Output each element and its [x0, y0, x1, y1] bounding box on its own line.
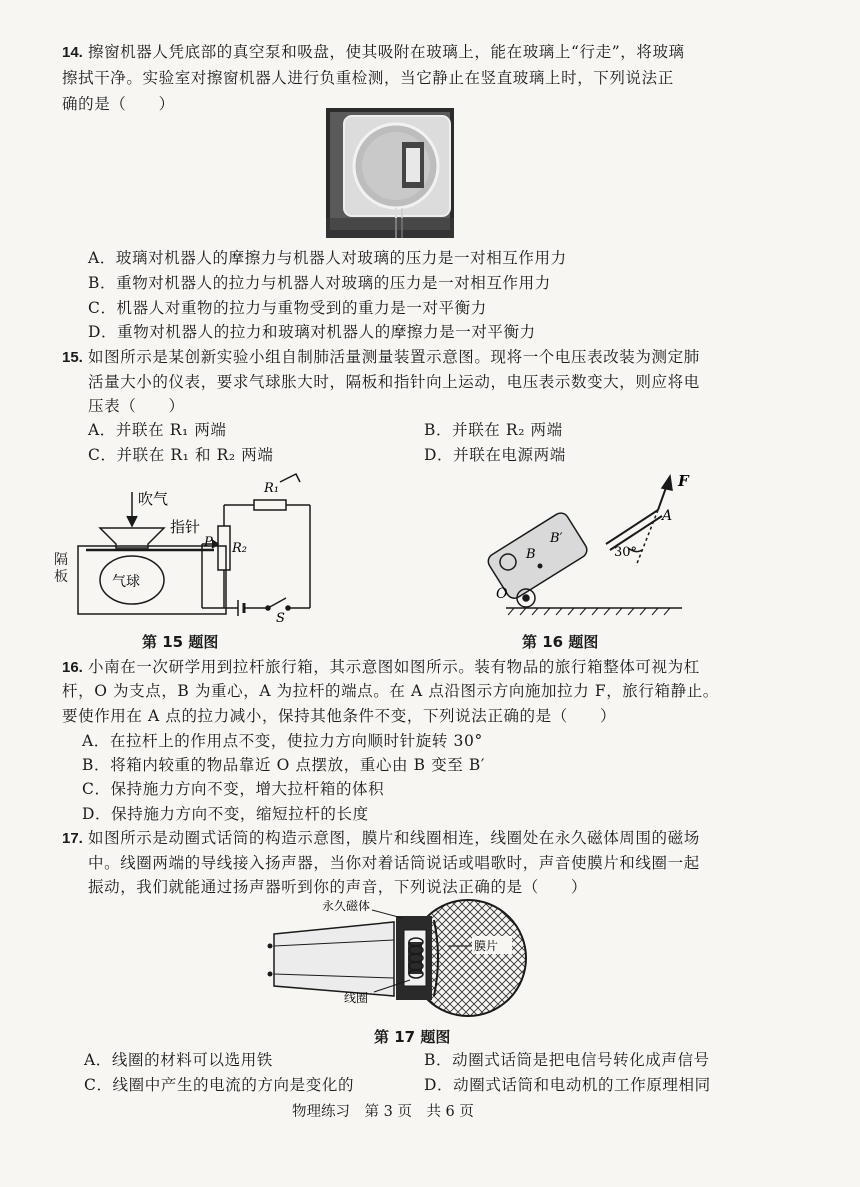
question-15-number: 15. [62, 349, 83, 366]
label-f: F [678, 472, 689, 490]
question-16-option-b: B．将箱内较重的物品靠近 O 点摆放，重心由 B 变至 B′ [82, 756, 486, 774]
question-15-option-d: D．并联在电源两端 [424, 446, 566, 464]
page-footer: 物理练习 第 3 页 共 6 页 [292, 1104, 474, 1120]
label-r2: R₂ [232, 541, 247, 556]
figure-16-caption: 第 16 题图 [522, 633, 599, 651]
label-balloon: 气球 [112, 574, 140, 590]
question-16-option-a: A．在拉杆上的作用点不变，使拉力方向顺时针旋转 30° [82, 732, 483, 750]
rheostat-r2 [218, 526, 230, 570]
figure-17-caption: 第 17 题图 [374, 1028, 451, 1046]
question-14-stem-line-2: 擦拭干净。实验室对擦窗机器人进行负重检测，当它静止在竖直玻璃上时，下列说法正 [62, 69, 674, 87]
label-o: O [496, 586, 508, 602]
microphone-handle [274, 922, 394, 996]
question-14-option-a: A．玻璃对机器人的摩擦力与机器人对玻璃的压力是一对相互作用力 [88, 249, 567, 267]
question-14-stem-line-1: 擦窗机器人凭底部的真空泵和吸盘，使其吸附在玻璃上，能在玻璃上“行走”，将玻璃 [88, 43, 685, 61]
question-16-stem-line-2: 杆，O 为支点，B 为重心，A 为拉杆的端点。在 A 点沿图示方向施加拉力 F，旅行箱静止。 [62, 682, 719, 700]
label-a: A [662, 508, 673, 524]
question-17-stem-line-2: 中。线圈两端的导线接入扬声器，当你对着话筒说话或唱歌时，声音使膜片和线圈一起 [88, 854, 700, 872]
question-16-number: 16. [62, 659, 83, 676]
question-17-option-a: A．线圈的材料可以选用铁 [84, 1051, 273, 1069]
question-15-option-a: A．并联在 R₁ 两端 [88, 421, 227, 439]
resistor-r1 [254, 500, 286, 510]
label-pointer: 指针 [170, 518, 201, 536]
question-15-option-c: C．并联在 R₁ 和 R₂ 两端 [88, 446, 274, 464]
question-14-option-c: C．机器人对重物的拉力与重物受到的重力是一对平衡力 [88, 299, 487, 317]
question-14-option-d: D．重物对机器人的拉力和玻璃对机器人的摩擦力是一对平衡力 [88, 323, 536, 341]
label-blow: 吹气 [138, 490, 169, 508]
figure-16-suitcase-diagram [486, 470, 689, 620]
label-b-prime: B′ [550, 531, 563, 546]
label-b: B [526, 547, 536, 562]
question-14-option-b: B．重物对机器人的拉力与机器人对玻璃的压力是一对相互作用力 [88, 274, 551, 292]
question-17-number: 17. [62, 830, 83, 847]
question-15-stem-line-1: 如图所示是某创新实验小组自制肺活量测量装置示意图。现将一个电压表改装为测定肺 [88, 348, 700, 366]
label-coil: 线圈 [344, 991, 369, 1005]
figure-17-microphone-diagram [262, 896, 532, 1022]
label-p: P [204, 535, 213, 550]
figure-15-caption: 第 15 题图 [142, 633, 219, 651]
question-16-stem-line-1: 小南在一次研学用到拉杆旅行箱，其示意图如图所示。装有物品的旅行箱整体可视为杠 [88, 658, 700, 676]
question-17-stem-line-1: 如图所示是动圈式话筒的构造示意图，膜片和线圈相连，线圈处在永久磁体周围的磁场 [88, 829, 700, 847]
funnel-shape [100, 528, 164, 548]
question-17-option-d: D．动圈式话筒和电动机的工作原理相同 [424, 1076, 711, 1094]
window-robot-photo [326, 108, 454, 238]
question-15-option-b: B．并联在 R₂ 两端 [424, 421, 563, 439]
question-17-option-b: B．动圈式话筒是把电信号转化成声信号 [424, 1051, 710, 1069]
figure-15-circuit-diagram [52, 462, 332, 624]
question-17-stem-line-3: 振动，我们就能通过扬声器听到你的声音，下列说法正确的是（ ） [88, 878, 588, 896]
question-17-option-c: C．线圈中产生的电流的方向是变化的 [84, 1076, 355, 1094]
label-s: S [276, 611, 285, 626]
question-14-number: 14. [62, 44, 83, 61]
pull-handle [606, 510, 658, 544]
question-15-stem-line-2: 活量大小的仪表，要求气球胀大时，隔板和指针向上运动，电压表示数变大，则应将电 [88, 373, 700, 391]
question-14-stem-line-3: 确的是（ ） [62, 95, 175, 113]
label-r1: R₁ [264, 481, 279, 496]
question-16-option-c: C．保持施力方向不变，增大拉杆箱的体积 [82, 780, 385, 798]
label-angle: 30° [614, 545, 638, 560]
label-partition: 隔板 [54, 552, 68, 585]
question-16-stem-line-3: 要使作用在 A 点的拉力减小，保持其他条件不变，下列说法正确的是（ ） [62, 707, 617, 725]
switch-s [268, 598, 286, 608]
label-permanent-magnet: 永久磁体 [322, 899, 371, 913]
question-16-option-d: D．保持施力方向不变，缩短拉杆的长度 [82, 805, 369, 823]
question-15-stem-line-3: 压表（ ） [88, 397, 185, 415]
label-membrane: 膜片 [474, 939, 499, 953]
